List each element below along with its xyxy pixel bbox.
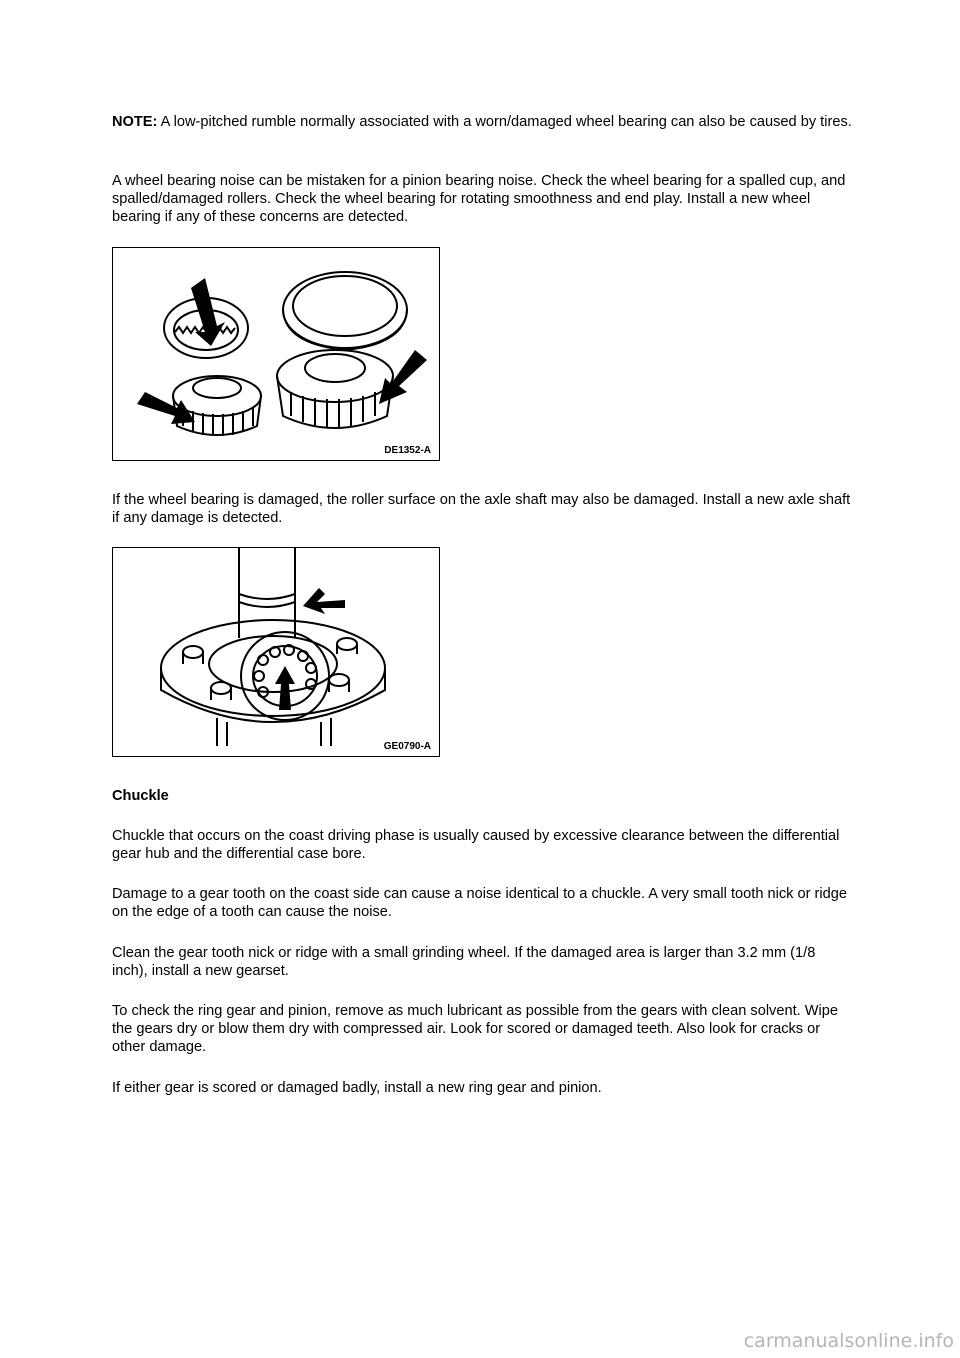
figure-code-de1352a: DE1352-A bbox=[384, 445, 431, 456]
chuckle-cause-paragraph: Chuckle that occurs on the coast driving phase is usually caused by excessive clearance between the differential gear hub and the differential case bore. bbox=[112, 828, 840, 862]
chuckle-heading: Chuckle bbox=[112, 788, 169, 804]
axle-shaft-illustration bbox=[113, 548, 439, 756]
figure-code-ge0790a: GE0790-A bbox=[383, 741, 431, 752]
note-paragraph bbox=[112, 113, 852, 131]
replace-gear-paragraph: If either gear is scored or damaged badly, install a new ring gear and pinion. bbox=[112, 1080, 602, 1096]
gear-tooth-damage-paragraph: Damage to a gear tooth on the coast side can cause a noise identical to a chuckle. A very small tooth nick or ridge on the edge of a tooth can cause the noise. bbox=[112, 886, 847, 920]
ring-gear-check-paragraph: To check the ring gear and pinion, remove as much lubricant as possible from the gears with clean solvent. Wipe the gears dry or blow them dry with compressed air. Look for scored or damaged teeth. Also look for cracks or other damage. bbox=[112, 1003, 839, 1055]
watermark: carmanualsonline.info bbox=[743, 1330, 954, 1352]
note-text: A low-pitched rumble normally associated with a worn/damaged wheel bearing can also be caused by tires. bbox=[157, 114, 852, 130]
grinding-paragraph: Clean the gear tooth nick or ridge with a small grinding wheel. If the damaged area is larger than 3.2 mm (1/8 inch), install a new gearset. bbox=[112, 945, 816, 979]
axle-shaft-paragraph: If the wheel bearing is damaged, the roller surface on the axle shaft may also be damaged. Install a new axle shaft if any damage is detected. bbox=[112, 492, 851, 526]
wheel-bearing-paragraph: A wheel bearing noise can be mistaken for a pinion bearing noise. Check the wheel bearing for a spalled cup, and spalled/damaged rollers. Check the wheel bearing for rotating smoothness and end play. Install a new wheel bearing if any of these concerns are detected. bbox=[112, 173, 846, 225]
bearing-illustration bbox=[113, 248, 439, 460]
figure-axle-shaft bbox=[112, 547, 440, 757]
figure-bearing-components bbox=[112, 247, 440, 461]
note-label: NOTE: bbox=[112, 114, 158, 130]
